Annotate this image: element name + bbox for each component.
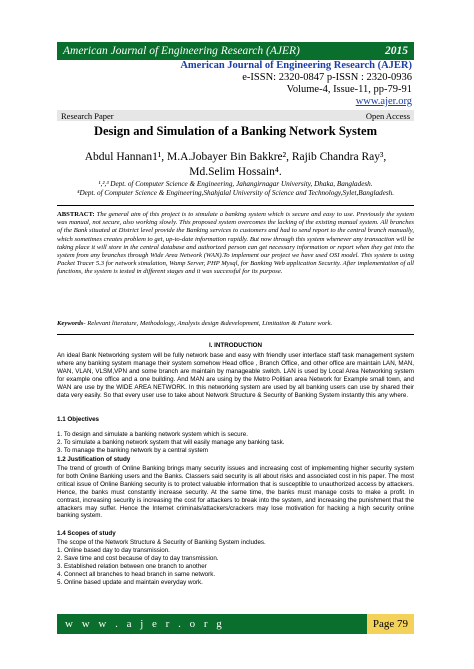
abstract-label: ABSTRACT:	[57, 211, 95, 218]
issn: e-ISSN: 2320-0847 p-ISSN : 2320-0936	[242, 72, 412, 83]
page-footer	[57, 614, 414, 634]
open-access-label: Open Access	[365, 110, 410, 121]
divider-bottom	[57, 334, 414, 335]
journal-banner-title: American Journal of Engineering Research (AJER)	[63, 45, 300, 57]
affiliation-1: ¹,²,³ Dept. of Computer Science & Engineering, Jahangirnagar University, Dhaka, Bangladesh.	[98, 180, 373, 188]
authors-line-1: Abdul Hannan1¹, M.A.Jobayer Bin Bakkre², Rajib Chandra Ray³,	[84, 151, 387, 163]
scope-item: 5. Online based update and maintain everyday work.	[57, 578, 203, 586]
scope-item: 2. Save time and cost because of day to day transmission.	[57, 554, 219, 562]
journal-banner	[57, 42, 414, 60]
keywords	[57, 320, 414, 328]
divider-top	[57, 205, 414, 206]
scope-heading: 1.4 Scopes of study	[57, 530, 116, 537]
objectives-heading: 1.1 Objectives	[57, 416, 100, 423]
scope-list	[57, 539, 414, 586]
paper-type-bar	[57, 110, 414, 121]
journal-info	[180, 60, 412, 108]
keywords-label: Keywords	[57, 320, 84, 327]
journal-name: American Journal of Engineering Research (AJER)	[180, 60, 412, 71]
page-number: Page 79	[367, 614, 414, 634]
abstract-text: The general aim of this project is to simulate a banking system which is secure and easy to use. Previously the system was manual, not secure, also working slowly. This proposed system overcomes the lacking of the existing manual system. All branches of the Bank situated at District level provide the Banking services to customers and had to send report to the central branch manually, which sometimes creates problem to get, up-to-date information rapidly. But now through this system whenever any transaction will be taking place it will store in the central database and authorized person can get necessary information or report when they get into the system from any branches through Wide Area Network (WAN).To implement our project we have used OSI model. This system is using Packet Tracer 5.3 for network simulation, Wamp Server, PHP Mysql, for Banking Web application Security. After implementation of all functions, the system is tested in different stages and it was successful for its purpose.	[57, 211, 414, 276]
objective-item: 1. To design and simulate a banking network system which is secure.	[57, 431, 248, 438]
objective-item: 2. To simulate a banking network system that will easily manage any banking task.	[57, 438, 285, 446]
paper-type: Research Paper	[61, 110, 114, 121]
journal-year: 2015	[385, 45, 408, 57]
justification-text: The trend of growth of Online Banking brings many security issues and increasing cost of implementing higher security system for both Online Banking users and the Banks. Classers said security is all about risks and associated cost in his paper. The most critical issue of Online Banking security is to protect valuable information that is susceptible to unauthorized access by attackers. Hence, the banks must constantly increase security. At the same time, the banks must manage costs to make a profit. In contrast, increasing security is increasing the cost for attackers to break into the system, and increasing the punishment that the attackers may suffer. Hence the Internet criminals/attackers/crackers may lose motivation for hacking a high security online banking system.	[57, 465, 414, 520]
paper-title: Design and Simulation of a Banking Network System	[93, 124, 378, 138]
affiliation-2: ⁴Dept. of Computer Science & Engineering,Shahjalal University of Science and Technology,Sylet,Bangladesh.	[76, 189, 395, 197]
authors-line-2: Md.Selim Hossain⁴.	[189, 166, 282, 178]
keywords-text: - Relevant literature, Methodology, Analysis design &development, Limitation & Future work.	[83, 320, 333, 327]
scope-intro: The scope of the Network Structure & Security of Banking System includes.	[57, 539, 266, 546]
objectives-list	[57, 431, 414, 455]
intro-heading: I. INTRODUCTION	[208, 342, 263, 349]
author-list	[57, 150, 414, 180]
justification-heading: 1.2 Justification of study	[57, 456, 131, 463]
intro-text: An ideal Bank Networking system will be fully network base and easy with friendly user interface staff task management system where any banking system manage their system somehow Head office , Branch Office, and other office are maintain LAN, MAN, WAN, VLAN, VLSM,VPN and some branch are maintain by manageable switch. LAN is used by Local Area Networking system for example one office and a one building. And MAN are using by the Metro Politian area Network for Example small town, and WAN are use by the WIDE AREA NETWORK. In this networking system are used by all banking users can use by shared their data very easily. So that every user use to take about Network Structure & Security of Banking System instantly this any where.	[57, 352, 414, 399]
scope-item: 1. Online based day to day transmission.	[57, 546, 170, 554]
volume-issue: Volume-4, Issue-11, pp-79-91	[286, 84, 412, 95]
journal-url-link[interactable]: www.ajer.org	[355, 96, 412, 107]
objective-item: 3. To manage the banking network by a central system	[57, 446, 209, 454]
scope-item: 3. Established relation between one branch to another	[57, 562, 207, 570]
footer-site-link[interactable]: w w w . a j e r . o r g	[65, 618, 225, 630]
scope-item: 4. Connect all branches to head branch in same network.	[57, 570, 216, 578]
abstract	[57, 211, 414, 277]
affiliations	[57, 180, 414, 198]
